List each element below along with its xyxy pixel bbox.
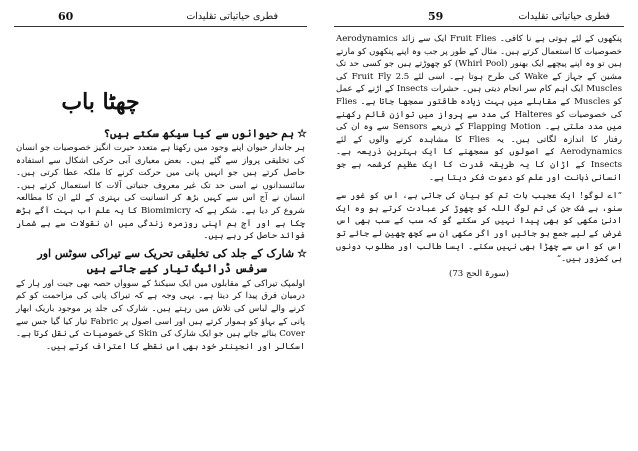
quote-reference [336,268,622,281]
star-icon: ☆ [297,246,307,260]
running-header-title: فطری حیاتیاتی تقلیدات [518,11,610,22]
body-paragraph: اولمپک تیراکی کے مقابلوں میں ایک سیکنڈ کے سوواں حصہ بھی جیت اور ہار کے درمیان فرق پیدا کر دیتا ہے۔ یہی وجہ ہے کہ تیراک پانی کی مزاحمت کو کم کرنے والے لباس کی تلاش میں رہتے ہیں۔ شارک کی جلد پر موجود باریک ابھار پانی کے بہاؤ کو ہموار کرتے ہیں اور اسی اصول پر Fabric تیار کیا گیا جس سے Cover بنائے جاتے ہیں جو ایک شارک کی Skin کی خصوصیات کی نقل کرتا ہے۔ اسکالر اور انجینئر خود بھی اس نقطے کا اعتراف کرتے ہیں۔ [16,278,305,352]
section-heading-continuation: سرفس ڈرائیگ تیار کیے جاتے ہیں [86,261,267,275]
header-rule [14,26,307,27]
section-heading-text: شارک کے جلد کی تخلیقی تحریک سے تیراکی سوٹس اور [37,246,295,260]
body-paragraph: ہر جاندار حیوان اپنے وجود میں رکھتا ہے متعدد حیرت انگیز خصوصیات جو انسان کی تخلیقی پرواز سے گئے ہیں۔ بعض معیاری آبی حرکی اشکال سے استفادہ حاصل کرتے ہیں جو انہیں پانی میں حرکت کرنے کا ملکہ عطا کرتی ہیں۔ سائنسدانوں نے اسی حد تک غیر معروف جنیاتی آلات کا استعمال کرتے ہیں۔ انسان نے آج اس سے کہیں بڑھ کر انسانیت کی بہتری کے لئے ان کا مطالعہ شروع کر دیا ہے۔ شکر ہے کہ Biomimicry کا یہ علم اب بہت آگے بڑھ چکا ہے اور آج ہم اپنی روزمرہ زندگی میں ان نقولات سے بے شمار فوائد حاصل کر رہے ہیں۔ [16,143,305,242]
chapter-title: چھٹا باب [61,89,140,115]
quote-paragraph: ”اے لوگو! ایک عجیب بات تم کو بیان کی جاتی ہے، اس کو غور سے سنو، بے شک جن کی تم لوگ اللہ کو چھوڑ کر عبادت کرتے ہو وہ ایک ادنیٰ مکھی کو بھی پیدا نہیں کر سکتے گو کہ سب کے سب بھی اس غرض کے لیے جمع ہو جائیں اور اگر مکھی ان سے کچھ چھین لے جائے تو اس کو اس سے چھڑا بھی نہیں سکتے۔ ایسا طالب اور مطلوب دونوں ہی کمزور ہیں۔“ [336,191,622,265]
page-header [8,8,313,26]
body-paragraph: پنکھوں کے لئے ہوتی ہے نا کافی۔ Fruit Flies ایک سے زائد Aerodynamics خصوصیات کا استعمال کرتے ہیں۔ مثال کے طور پر جب وہ اپنے پنکھوں کو مارتے ہیں تو وہ اپنے پیچھے ایک بھنور (Whirl Pool) کو چھوڑتے ہیں جو کسی حد تک مشین کے جہاز کے Wake کی طرح ہوتا ہے۔ اسی لئے 2.5 Fruit Fly کی Muscles ایک اہم کام سر انجام دیتی ہیں۔ حشرات Insects کے اڑنے کے عمل کو Muscles کے مقابلے میں بہت زیادہ طاقتور سمجھا جاتا ہے۔ Flies کی خصوصیات کو Halteres کی مدد سے پرواز میں توازن قائم رکھنے میں مدد ملتی ہے۔ Flapping Motion کے ذریعے Sensors سے وہ ان کی رفتار کا اندازہ لگاتی ہیں۔ یہ Flies کا مشاہدہ کرنے والوں کے لئے Aerodynamics کے اصولوں کو سمجھنے کا ایک بہترین ذریعہ ہے۔ Insects کے اڑان کا یہ طریقہ قدرت کا ایک عظیم کرشمہ ہے جو انسانی ذہانت اور علم کو دعوت فکر دیتا ہے۔ [336,34,623,183]
reference-text: (سورۃ الحج 73) [448,268,510,279]
header-rule [334,26,624,27]
star-icon: ☆ [297,127,307,140]
section-heading-text: ہم حیوانوں سے کیا سیکھ سکتے ہیں؟ [103,127,295,140]
right-page [328,8,630,448]
page-number: 59 [428,10,444,23]
running-header-title: فطری حیاتیاتی تقلیدات [186,11,278,22]
page-number: 60 [58,10,74,23]
section-heading [14,127,307,140]
page-header [328,8,630,26]
section-heading [14,247,307,260]
left-page [8,8,313,448]
